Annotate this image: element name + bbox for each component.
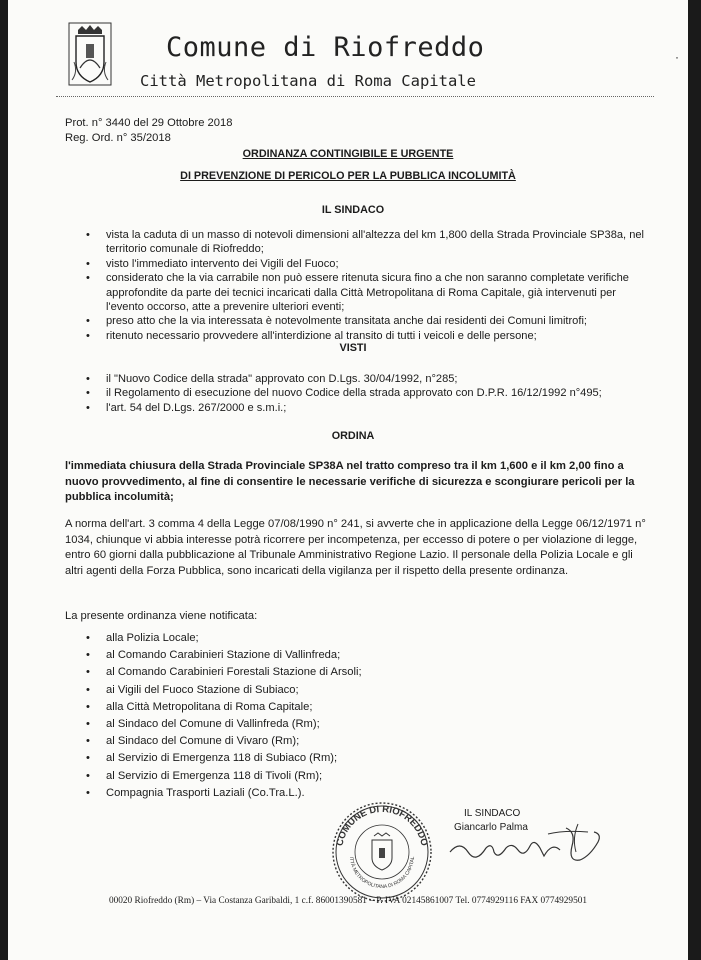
legal-notice: A norma dell'art. 3 comma 4 della Legge 07/08/1990 n° 241, si avverte che in applicazione della Legge 06/12/1971 n° 1034, chiunque vi abbia interesse potrà ricorrere per incompetenza, per eccesso di potere o per violazione di legge, entro 60 giorni dalla pubblicazione al Tribunale Amministrativo Regione Lazio. Il personale della Polizia Locale e gli altri agenti della Forza Pubblica, sono incaricati della vigilanza per il rispetto della presente ordinanza. xyxy=(65,518,646,577)
municipal-crest-icon xyxy=(68,22,112,86)
list-item: • al Sindaco del Comune di Vallinfreda (Rm); xyxy=(86,716,486,733)
list-item: • ai Vigili del Fuoco Stazione di Subiaco; xyxy=(86,682,486,699)
list-item: • preso atto che la via interessata è notevolmente transitata anche dai residenti dei Comuni limitrofi; xyxy=(86,314,646,328)
list-item: • il "Nuovo Codice della strada" approvato con D.Lgs. 30/04/1992, n°285; xyxy=(86,372,646,386)
official-stamp-seal xyxy=(330,800,434,904)
list-item: • al Comando Carabinieri Stazione di Vallinfreda; xyxy=(86,647,486,664)
ordinance-title-line1: ORDINANZA CONTINGIBILE E URGENTE xyxy=(242,148,454,160)
stamp-bottom-text: ITTÀ METROPOLITANA DI ROMA CAPITAL xyxy=(348,856,417,891)
list-item: • l'art. 54 del D.Lgs. 267/2000 e s.m.i.; xyxy=(86,401,646,415)
municipality-title: Comune di Riofreddo xyxy=(166,32,485,63)
margin-mark: · xyxy=(675,50,679,64)
footer-contacts: 00020 Riofreddo (Rm) – Via Costanza Garibaldi, 1 c.f. 86001390581 – P. IVA 02145861007 Tel. 0774929116 FAX 0774929501 xyxy=(108,896,588,906)
list-item: • vista la caduta di un masso di notevoli dimensioni all'altezza del km 1,800 della Strada Provinciale SP38a, nel territorio comunale di Riofreddo; xyxy=(86,228,646,257)
ordinance-register-number: Reg. Ord. n° 35/2018 xyxy=(65,132,171,144)
list-item: • considerato che la via carrabile non può essere ritenuta sicura fino a che non saranno completate verifiche approfondite da parte dei tecnici incaricati dalla Città Metropolitana di Roma Capitale, già intervenuti per l'evento occorso, atte a prevenire ulteriori eventi; xyxy=(86,271,646,314)
order-text: l'immediata chiusura della Strada Provinciale SP38A nel tratto compreso tra il km 1,600 e il km 2,00 fino a nuovo provvedimento, al fine di consentire le necessarie verifiche di sicurezza e scongiurare pericoli per la pubblica incolumità; xyxy=(65,460,635,504)
list-item: • ritenuto necessario provvedere all'interdizione al transito di tutti i veicoli e delle persone; xyxy=(86,329,646,343)
ordina-heading: ORDINA xyxy=(331,430,375,442)
protocol-number: Prot. n° 3440 del 29 Ottobre 2018 xyxy=(65,117,233,129)
protocol-block xyxy=(65,116,232,146)
notified-list xyxy=(86,630,486,802)
list-item: • il Regolamento di esecuzione del nuovo Codice della strada approvato con D.P.R. 16/12/1992 n°495; xyxy=(86,386,646,400)
list-item: • visto l'immediato intervento dei Vigili del Fuoco; xyxy=(86,257,646,271)
municipality-subtitle: Città Metropolitana di Roma Capitale xyxy=(140,72,476,90)
ordinance-title-line2: DI PREVENZIONE DI PERICOLO PER LA PUBBLICA INCOLUMITÀ xyxy=(180,170,516,182)
list-item: • al Servizio di Emergenza 118 di Tivoli (Rm); xyxy=(86,768,486,785)
visti-list xyxy=(86,372,646,415)
premises-list xyxy=(86,228,646,343)
list-item: • al Sindaco del Comune di Vivaro (Rm); xyxy=(86,733,486,750)
list-item: • alla Polizia Locale; xyxy=(86,630,486,647)
header-divider xyxy=(56,96,654,97)
signatory-role: IL SINDACO xyxy=(464,808,521,819)
list-item: • al Comando Carabinieri Forestali Stazione di Arsoli; xyxy=(86,664,486,681)
list-item: • al Servizio di Emergenza 118 di Subiaco (Rm); xyxy=(86,750,486,767)
list-item: • alla Città Metropolitana di Roma Capitale; xyxy=(86,699,486,716)
visti-heading: VISTI xyxy=(339,342,367,354)
handwritten-signature xyxy=(448,812,608,876)
stamp-top-text: COMUNE DI RIOFREDDO xyxy=(334,803,430,848)
list-item: • Compagnia Trasporti Laziali (Co.Tra.L.). xyxy=(86,785,486,802)
document-page xyxy=(8,0,688,960)
issuer-heading: IL SINDACO xyxy=(321,204,385,216)
svg-text:COMUNE DI RIOFREDDO xyxy=(334,804,429,847)
notified-intro: La presente ordinanza viene notificata: xyxy=(65,610,258,622)
signatory-name: Giancarlo Palma xyxy=(454,822,528,833)
